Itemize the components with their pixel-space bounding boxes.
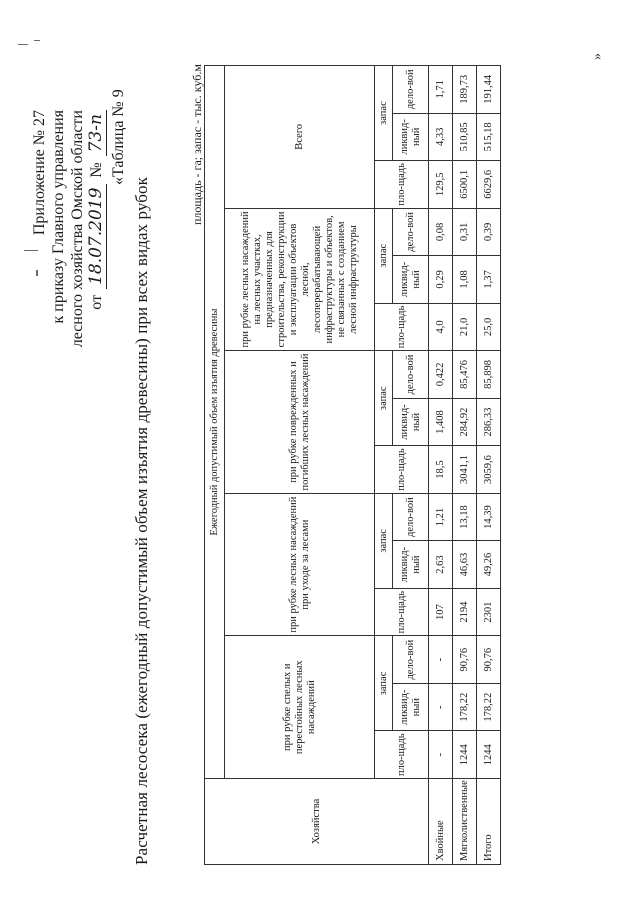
- table-cell: 90,76: [477, 636, 501, 684]
- header-care-felling: при рубке лесных насаждений при уходе за лесами: [225, 493, 375, 636]
- group-header: Ежегодный допустимый объем изъятия древесины: [205, 66, 225, 779]
- table-cell: 284,92: [453, 398, 477, 446]
- table-row: [453, 66, 477, 865]
- table-cell: 2194: [453, 588, 477, 636]
- farm-header: Хозяйства: [205, 779, 429, 865]
- table-cell: 3059,6: [477, 446, 501, 494]
- header-infrastructure-felling: при рубке лесных насаждений на лесных участках, предназначенных для строительства, реконструкции и эксплуатации объектов лесной, лесоперерабатывающей инфраструктуры и объектов, не связанных с созданием лесной инфраструктуры: [225, 208, 375, 351]
- table-number: «Таблица № 9: [110, 89, 127, 185]
- appendix-authority: лесного хозяйства Омской области: [69, 110, 86, 348]
- table-cell: 13,18: [453, 493, 477, 541]
- table-cell: 129,5: [429, 161, 453, 209]
- liquid-header: ликвид-ный: [393, 113, 429, 161]
- table-cell: 21,0: [453, 303, 477, 351]
- table-cell: 2,63: [429, 541, 453, 589]
- table-cell: 191,44: [477, 66, 501, 114]
- table-cell: 90,76: [453, 636, 477, 684]
- table-cell: 178,22: [477, 683, 501, 731]
- table-cell: -: [429, 731, 453, 779]
- table-cell: 0,422: [429, 351, 453, 399]
- units-note: площадь - га; запас - тыс. куб.м: [190, 64, 204, 225]
- area-header: пло-щадь: [375, 161, 429, 209]
- business-header: дело-вой: [393, 208, 429, 256]
- table-cell: 0,31: [453, 208, 477, 256]
- appendix-header: [30, 110, 107, 347]
- table-cell: 6500,1: [453, 161, 477, 209]
- row-label: Хвойные: [429, 779, 453, 865]
- header-mature-felling: при рубке спелых и перестойных лесных насаждений: [225, 636, 375, 779]
- handwritten-number: 73-п: [87, 110, 107, 156]
- number-prefix: №: [88, 162, 105, 178]
- table-cell: 25,0: [477, 303, 501, 351]
- appendix-order: к приказу Главного управления: [50, 110, 67, 324]
- table-row: [429, 66, 453, 865]
- table-row: [477, 66, 501, 865]
- table-cell: 49,26: [477, 541, 501, 589]
- table-cell: 1244: [453, 731, 477, 779]
- area-header: пло-щадь: [375, 303, 429, 351]
- closing-quote: »: [590, 53, 605, 60]
- appendix-number: Приложение № 27: [31, 110, 48, 236]
- table-cell: 510,85: [453, 113, 477, 161]
- table-cell: 1244: [477, 731, 501, 779]
- area-header: пло-щадь: [375, 731, 429, 779]
- table-cell: -: [429, 636, 453, 684]
- table-cell: 2301: [477, 588, 501, 636]
- business-header: дело-вой: [393, 636, 429, 684]
- table-cell: -: [429, 683, 453, 731]
- document-title: Расчетная лесосека (ежегодный допустимый объем изъятия древесины) при всех видах рубок: [132, 177, 151, 865]
- table-cell: 4,33: [429, 113, 453, 161]
- business-header: дело-вой: [393, 351, 429, 399]
- table-cell: 515,18: [477, 113, 501, 161]
- table-cell: 85,898: [477, 351, 501, 399]
- area-header: пло-щадь: [375, 588, 429, 636]
- table-cell: 189,73: [453, 66, 477, 114]
- stock-header: запас: [375, 208, 393, 303]
- stock-header: запас: [375, 493, 393, 588]
- table-cell: 178,22: [453, 683, 477, 731]
- date-prefix: от: [88, 294, 105, 310]
- header-damaged-felling: при рубке поврежденных и погибших лесных насаждений: [225, 351, 375, 494]
- table-cell: 0,29: [429, 256, 453, 304]
- liquid-header: ликвид-ный: [393, 256, 429, 304]
- stock-header: запас: [375, 351, 393, 446]
- stock-header: запас: [375, 636, 393, 731]
- liquid-header: ликвид-ный: [393, 541, 429, 589]
- table-cell: 3041,1: [453, 446, 477, 494]
- row-label: Мягколиственные: [453, 779, 477, 865]
- table-cell: 0,39: [477, 208, 501, 256]
- table-cell: 18,5: [429, 446, 453, 494]
- appendix-date-line: [87, 110, 107, 347]
- business-header: дело-вой: [393, 66, 429, 114]
- table-cell: 1,71: [429, 66, 453, 114]
- liquid-header: ликвид-ный: [393, 398, 429, 446]
- table-cell: 1,408: [429, 398, 453, 446]
- business-header: дело-вой: [393, 493, 429, 541]
- table-cell: 1,21: [429, 493, 453, 541]
- table-cell: 6629,6: [477, 161, 501, 209]
- table-cell: 4,0: [429, 303, 453, 351]
- table-cell: 286,33: [477, 398, 501, 446]
- area-header: пло-щадь: [375, 446, 429, 494]
- table-cell: 1,37: [477, 256, 501, 304]
- table-cell: 85,476: [453, 351, 477, 399]
- table-cell: 46,63: [453, 541, 477, 589]
- header-total: Всего: [225, 66, 375, 209]
- table-cell: 0,08: [429, 208, 453, 256]
- table-cell: 107: [429, 588, 453, 636]
- handwritten-date: 18.07.2019: [87, 184, 107, 289]
- liquid-header: ликвид-ный: [393, 683, 429, 731]
- table-cell: 1,08: [453, 256, 477, 304]
- allowable-cut-table: [204, 65, 501, 865]
- table-body: [429, 66, 501, 865]
- table-cell: 14,39: [477, 493, 501, 541]
- row-label: Итого: [477, 779, 501, 865]
- stock-header: запас: [375, 66, 393, 161]
